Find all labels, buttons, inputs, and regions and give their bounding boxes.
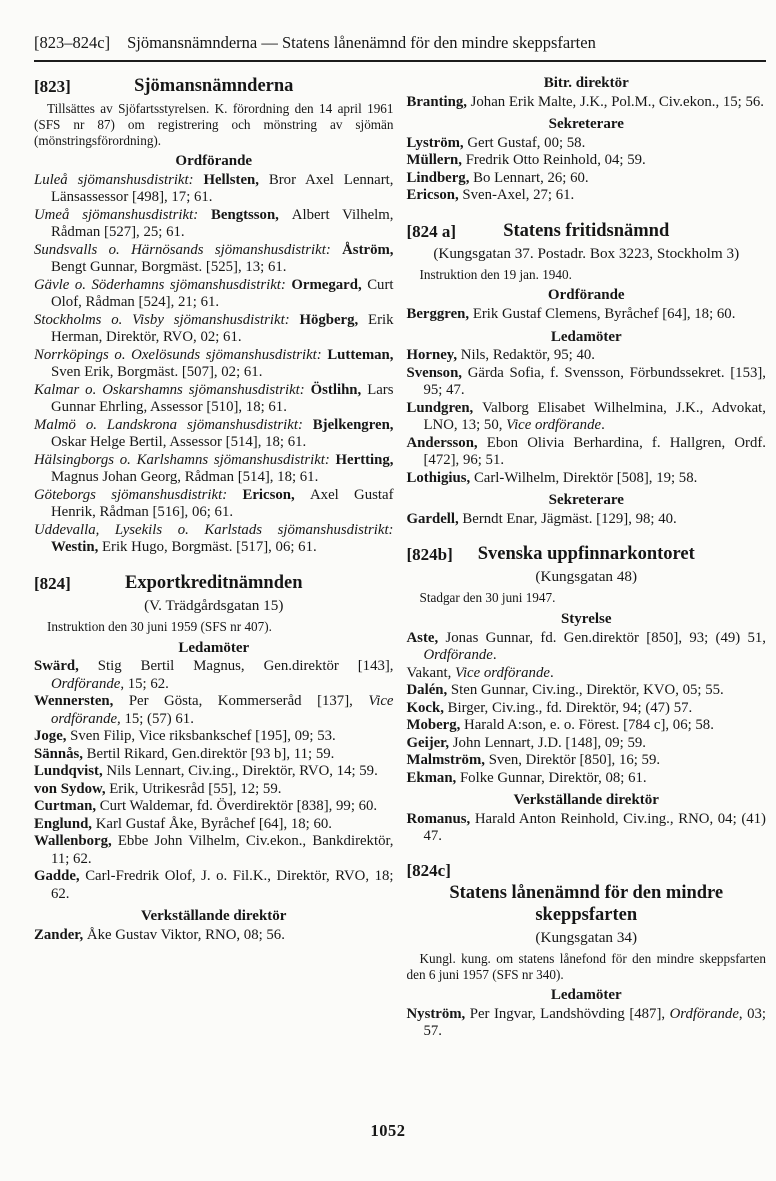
entry-text-segment: Luleå sjömanshusdistrikt: xyxy=(34,171,204,188)
entry-text-segment: Bo Lennart, 26; 60. xyxy=(473,169,589,186)
entry-text-segment: Malmström, xyxy=(406,752,489,769)
role-heading: Bitr. direktör xyxy=(543,75,629,91)
entry-text-segment: Gärda Sofia, f. Svensson, Förbundssekret. [153], 95; 47. xyxy=(423,364,767,399)
directory-entry xyxy=(34,833,394,868)
directory-entry xyxy=(34,816,394,834)
entry-text-segment: Östlihn, xyxy=(310,381,368,398)
entry-text-segment: Uddevalla, Lysekils o. Karlstads sjömanshusdistrikt: xyxy=(34,521,394,538)
entry-text-segment: Romanus, xyxy=(406,810,475,827)
entry-text-segment: John Lennart, J.D. [148], 09; 59. xyxy=(452,734,646,751)
directory-entry xyxy=(407,470,767,488)
entry-text-segment: Berndt Enar, Jägmäst. [129], 98; 40. xyxy=(462,510,677,527)
section-heading xyxy=(407,220,767,242)
entry-text-segment: Nils Lennart, Civ.ing., Direktör, RVO, 14; 59. xyxy=(106,763,378,780)
directory-entry xyxy=(407,94,767,112)
role-heading: Sekreterare xyxy=(548,492,624,509)
entry-text-segment: Dalén, xyxy=(406,682,451,699)
directory-entry xyxy=(34,172,394,207)
entry-text-segment: Kalmar o. Oskarshamns sjömanshusdistrikt: xyxy=(34,381,311,398)
directory-entry xyxy=(34,522,394,557)
directory-entry xyxy=(34,927,394,945)
entry-text-segment: Ordförande xyxy=(669,1005,739,1022)
role-heading: Ordförande xyxy=(175,153,253,170)
section-title: Statens lånenämnd för den mindre skeppsfarten xyxy=(449,882,724,925)
entry-text-segment: Ericson, xyxy=(242,486,310,503)
entry-text-segment: Lundqvist, xyxy=(34,763,107,780)
section-heading xyxy=(407,861,767,926)
directory-entry xyxy=(407,630,767,665)
entry-text-segment: . xyxy=(601,417,605,434)
directory-entry xyxy=(34,798,394,816)
entry-text-segment: Moberg, xyxy=(406,717,465,734)
entry-text-segment: Swärd, xyxy=(34,658,98,675)
entry-text-segment: Per Gösta, Kommerseråd [137], xyxy=(128,693,369,710)
entry-text-segment: Erik Herman, Direktör, RVO, 02; 61. xyxy=(51,311,394,346)
entry-text-segment: Carl-Wilhelm, Direktör [508], 19; 58. xyxy=(473,469,698,486)
section-title: Sjömansnämnderna xyxy=(134,76,294,96)
section-heading xyxy=(34,75,394,97)
directory-entry xyxy=(407,752,767,770)
section-note: Stadgar den 30 juni 1947. xyxy=(419,590,556,606)
entry-text-segment: Malmö o. Landskrona sjömanshusdistrikt: xyxy=(34,416,313,433)
entry-text-segment: Ebon Olivia Berhardina, f. Hallgren, Ordf. [472], 96; 51. xyxy=(423,434,766,469)
entry-text-segment: Lundgren, xyxy=(406,399,483,416)
directory-entry xyxy=(407,170,767,188)
section-number: [824c] xyxy=(406,860,451,880)
entry-text-segment: Lothigius, xyxy=(406,469,474,486)
section-address: (V. Trädgårdsgatan 15) xyxy=(144,596,284,614)
entry-text-segment: Vice ordförande xyxy=(51,693,394,727)
section-note: Tillsättes av Sjöfartsstyrelsen. K. förordning den 14 april 1961 (SFS nr 87) om registrering och mönstring av sjömän (mönstringsförordning). xyxy=(34,101,394,148)
entry-text-segment: Vice ordförande xyxy=(506,417,602,434)
entry-text-segment: Axel Gustaf Henrik, Rådman [516], 06; 61. xyxy=(51,486,394,521)
entry-text-segment: Kock, xyxy=(406,699,448,716)
entry-text-segment: Bertil Rikard, Gen.direktör [93 b], 11; 59. xyxy=(86,745,335,762)
two-column-body xyxy=(34,75,766,1041)
entry-text-segment: Branting, xyxy=(406,93,471,110)
entry-text-segment: Nils, Redaktör, 95; 40. xyxy=(460,347,595,364)
entry-text-segment: Ebbe John Vilhelm, Civ.ekon., Bankdirektör, 11; 62. xyxy=(51,833,394,867)
entry-text-segment: Hälsingborgs o. Karlshamns sjömanshusdistrikt: xyxy=(34,451,336,468)
role-heading: Verkställande direktör xyxy=(513,792,659,809)
directory-entry xyxy=(407,811,767,846)
entry-text-segment: Curtman, xyxy=(34,798,100,815)
directory-entry xyxy=(34,781,394,799)
directory-entry xyxy=(407,1006,767,1041)
header-title: Sjömansnämnderna — Statens lånenämnd för den mindre skeppsfarten xyxy=(127,33,596,52)
directory-entry xyxy=(34,207,394,242)
directory-entry xyxy=(407,347,767,365)
entry-text-segment: Birger, Civ.ing., fd. Direktör, 94; (47) 57. xyxy=(447,699,693,716)
directory-entry xyxy=(34,487,394,522)
directory-entry xyxy=(407,717,767,735)
section-note: Instruktion den 30 juni 1959 (SFS nr 407). xyxy=(47,618,272,634)
entry-text-segment: Ekman, xyxy=(406,769,460,786)
entry-text-segment: Horney, xyxy=(406,347,461,364)
directory-entry xyxy=(407,770,767,788)
section-heading xyxy=(34,572,394,594)
entry-text-segment: Ormegard, xyxy=(291,276,368,293)
section-address: (Kungsgatan 48) xyxy=(535,568,638,586)
role-heading: Ordförande xyxy=(547,287,625,304)
entry-text-segment: Ordförande xyxy=(423,647,493,664)
entry-text-segment: Sven Erik, Borgmäst. [507], 02; 61. xyxy=(51,364,263,381)
left-column xyxy=(34,75,394,944)
entry-text-segment: Ericson, xyxy=(406,187,463,204)
entry-text-segment: Göteborgs sjömanshusdistrikt: xyxy=(34,486,243,503)
section-title: Statens fritidsnämnd xyxy=(503,220,670,241)
entry-text-segment: Nyström, xyxy=(406,1005,470,1022)
role-heading: Sekreterare xyxy=(548,116,624,133)
directory-entry xyxy=(407,152,767,170)
entry-text-segment: Magnus Johan Georg, Rådman [514], 18; 61. xyxy=(51,469,319,486)
entry-text-segment: , 15; (57) 61. xyxy=(117,710,194,727)
entry-text-segment: Curt Olof, Rådman [524], 21; 61. xyxy=(51,276,394,311)
section-number: [823] xyxy=(34,77,71,96)
section-title: Exportkreditnämnden xyxy=(125,572,303,593)
entry-text-segment: Stig Bertil Magnus, Gen.direktör [143], xyxy=(97,658,394,675)
entry-text-segment: Gardell, xyxy=(406,510,463,527)
entry-text-segment: Joge, xyxy=(34,728,71,745)
section-title: Svenska uppfinnarkontoret xyxy=(477,544,695,565)
entry-text-segment: Geijer, xyxy=(406,734,453,751)
directory-entry xyxy=(34,658,394,693)
entry-text-segment: Svenson, xyxy=(406,364,468,381)
entry-text-segment: Hertting, xyxy=(335,451,394,468)
directory-entry xyxy=(407,306,767,324)
entry-text-segment: Gert Gustaf, 00; 58. xyxy=(467,134,586,151)
entry-text-segment: Lyström, xyxy=(406,134,468,151)
entry-text-segment: Sven, Direktör [850], 16; 59. xyxy=(488,752,661,769)
directory-entry xyxy=(34,312,394,347)
role-heading: Ledamöter xyxy=(178,639,250,656)
directory-entry xyxy=(407,365,767,400)
entry-text-segment: Englund, xyxy=(34,815,96,832)
role-heading: Styrelse xyxy=(560,611,612,628)
entry-text-segment: Bengt Gunnar, Borgmäst. [525], 13; 61. xyxy=(51,259,287,276)
entry-text-segment: Müllern, xyxy=(406,152,466,169)
entry-text-segment: , 03; 57. xyxy=(423,1005,766,1040)
entry-text-segment: Sten Gunnar, Civ.ing., Direktör, KVO, 05; 55. xyxy=(450,682,724,699)
entry-text-segment: Lars Gunnar Ehrling, Assessor [510], 18; 61. xyxy=(51,381,394,416)
entry-text-segment: , 15; 62. xyxy=(120,675,169,692)
section-note: Instruktion den 19 jan. 1940. xyxy=(419,266,572,282)
entry-text-segment: Erik Gustaf Clemens, Byråchef [64], 18; 60. xyxy=(472,306,736,323)
entry-text-segment: Bror Axel Lennart, Länsassessor [498], 17; 61. xyxy=(51,171,394,206)
entry-text-segment: Wennersten, xyxy=(34,693,129,710)
entry-text-segment: Wallenborg, xyxy=(34,833,118,850)
right-column xyxy=(407,75,767,1041)
directory-entry xyxy=(407,665,767,683)
section-address: (Kungsgatan 37. Postadr. Box 3223, Stockholm 3) xyxy=(433,244,740,262)
entry-text-segment: Hellsten, xyxy=(203,171,269,188)
directory-entry xyxy=(407,735,767,753)
entry-text-segment: Sven-Axel, 27; 61. xyxy=(462,187,575,204)
entry-text-segment: Valborg Elisabet Wilhelmina, J.K., Advokat, LNO, 13; 50, xyxy=(423,399,766,434)
entry-text-segment: Högberg, xyxy=(299,311,369,328)
entry-text-segment: Sundsvalls o. Härnösands sjömanshusdistrikt: xyxy=(34,241,343,258)
directory-entry xyxy=(34,417,394,452)
entry-text-segment: Sännås, xyxy=(34,745,87,762)
entry-text-segment: Vice ordförande xyxy=(455,664,550,681)
directory-entry xyxy=(34,242,394,277)
entry-text-segment: Erik, Utrikesråd [55], 12; 59. xyxy=(109,780,282,797)
entry-text-segment: Lindberg, xyxy=(406,169,474,186)
section-number: [824b] xyxy=(406,545,453,565)
directory-entry xyxy=(407,187,767,205)
directory-entry xyxy=(407,400,767,435)
directory-entry xyxy=(407,700,767,718)
entry-text-segment: Vakant, xyxy=(406,664,455,681)
section-number: [824 a] xyxy=(406,221,457,241)
entry-text-segment: von Sydow, xyxy=(34,780,110,797)
directory-entry xyxy=(34,347,394,382)
directory-entry xyxy=(34,728,394,746)
page-number: 1052 xyxy=(370,1121,406,1140)
entry-text-segment: Åke Gustav Viktor, RNO, 08; 56. xyxy=(86,926,285,943)
section-address: (Kungsgatan 34) xyxy=(535,928,638,946)
entry-text-segment: Oskar Helge Bertil, Assessor [514], 18; 61. xyxy=(51,434,307,451)
directory-entry xyxy=(407,511,767,529)
entry-text-segment: Gadde, xyxy=(34,868,86,885)
section-note: Kungl. kung. om statens lånefond för den mindre skeppsfarten den 6 juni 1957 (SFS nr 340). xyxy=(406,950,766,982)
entry-text-segment: Harald Anton Reinhold, Civ.ing., RNO, 04; (41) 47. xyxy=(423,810,766,845)
directory-entry xyxy=(34,277,394,312)
entry-text-segment: Westin, xyxy=(51,539,102,556)
role-heading: Ledamöter xyxy=(550,328,622,345)
directory-entry xyxy=(407,682,767,700)
entry-text-segment: Lutteman, xyxy=(327,346,394,363)
header-entry-range: [823–824c] xyxy=(34,33,111,52)
entry-text-segment: Sven Filip, Vice riksbankschef [195], 09; 53. xyxy=(70,728,336,745)
directory-entry xyxy=(34,763,394,781)
entry-text-segment: Berggren, xyxy=(406,306,473,323)
directory-entry xyxy=(34,452,394,487)
directory-entry xyxy=(34,746,394,764)
directory-entry xyxy=(34,693,394,728)
directory-entry xyxy=(407,135,767,153)
role-heading: Verkställande direktör xyxy=(141,908,287,925)
role-heading: Ledamöter xyxy=(550,987,622,1004)
directory-entry xyxy=(34,382,394,417)
entry-text-segment: Gävle o. Söderhamns sjömanshusdistrikt: xyxy=(34,276,292,293)
entry-text-segment: Bengtsson, xyxy=(211,206,292,223)
entry-text-segment: Johan Erik Malte, J.K., Pol.M., Civ.ekon., 15; 56. xyxy=(470,93,764,110)
entry-text-segment: Norrköpings o. Oxelösunds sjömanshusdistrikt: xyxy=(34,346,328,363)
directory-entry xyxy=(407,435,767,470)
entry-text-segment: Ordförande xyxy=(51,675,121,692)
entry-text-segment: Zander, xyxy=(34,926,87,943)
entry-text-segment: Albert Vilhelm, Rådman [527], 25; 61. xyxy=(51,206,394,241)
entry-text-segment: Andersson, xyxy=(406,434,487,451)
entry-text-segment: . xyxy=(492,647,497,664)
entry-text-segment: Erik Hugo, Borgmäst. [517], 06; 61. xyxy=(101,539,317,556)
entry-text-segment: Per Ingvar, Landshövding [487], xyxy=(469,1005,670,1022)
entry-text-segment: Aste, xyxy=(406,629,446,646)
entry-text-segment: Åström, xyxy=(342,241,394,258)
running-header xyxy=(34,33,766,62)
directory-entry xyxy=(34,868,394,903)
entry-text-segment: Umeå sjömanshusdistrikt: xyxy=(34,206,212,223)
section-heading xyxy=(407,543,767,565)
entry-text-segment: Bjelkengren, xyxy=(312,416,394,433)
entry-text-segment: . xyxy=(549,664,554,681)
entry-text-segment: Fredrik Otto Reinhold, 04; 59. xyxy=(465,152,646,169)
entry-text-segment: Harald A:son, e. o. Förest. [784 c], 06; 58. xyxy=(464,717,714,734)
entry-text-segment: Carl-Fredrik Olof, J. o. Fil.K., Direktör, RVO, 18; 62. xyxy=(51,868,394,902)
section-number: [824] xyxy=(34,573,71,593)
entry-text-segment: Curt Waldemar, fd. Överdirektör [838], 99; 60. xyxy=(99,798,378,815)
entry-text-segment: Folke Gunnar, Direktör, 08; 61. xyxy=(459,769,647,786)
entry-text-segment: Stockholms o. Visby sjömanshusdistrikt: xyxy=(34,311,300,328)
entry-text-segment: Karl Gustaf Åke, Byråchef [64], 18; 60. xyxy=(95,815,332,832)
entry-text-segment: Jonas Gunnar, fd. Gen.direktör [850], 93; (49) 51, xyxy=(445,629,766,646)
